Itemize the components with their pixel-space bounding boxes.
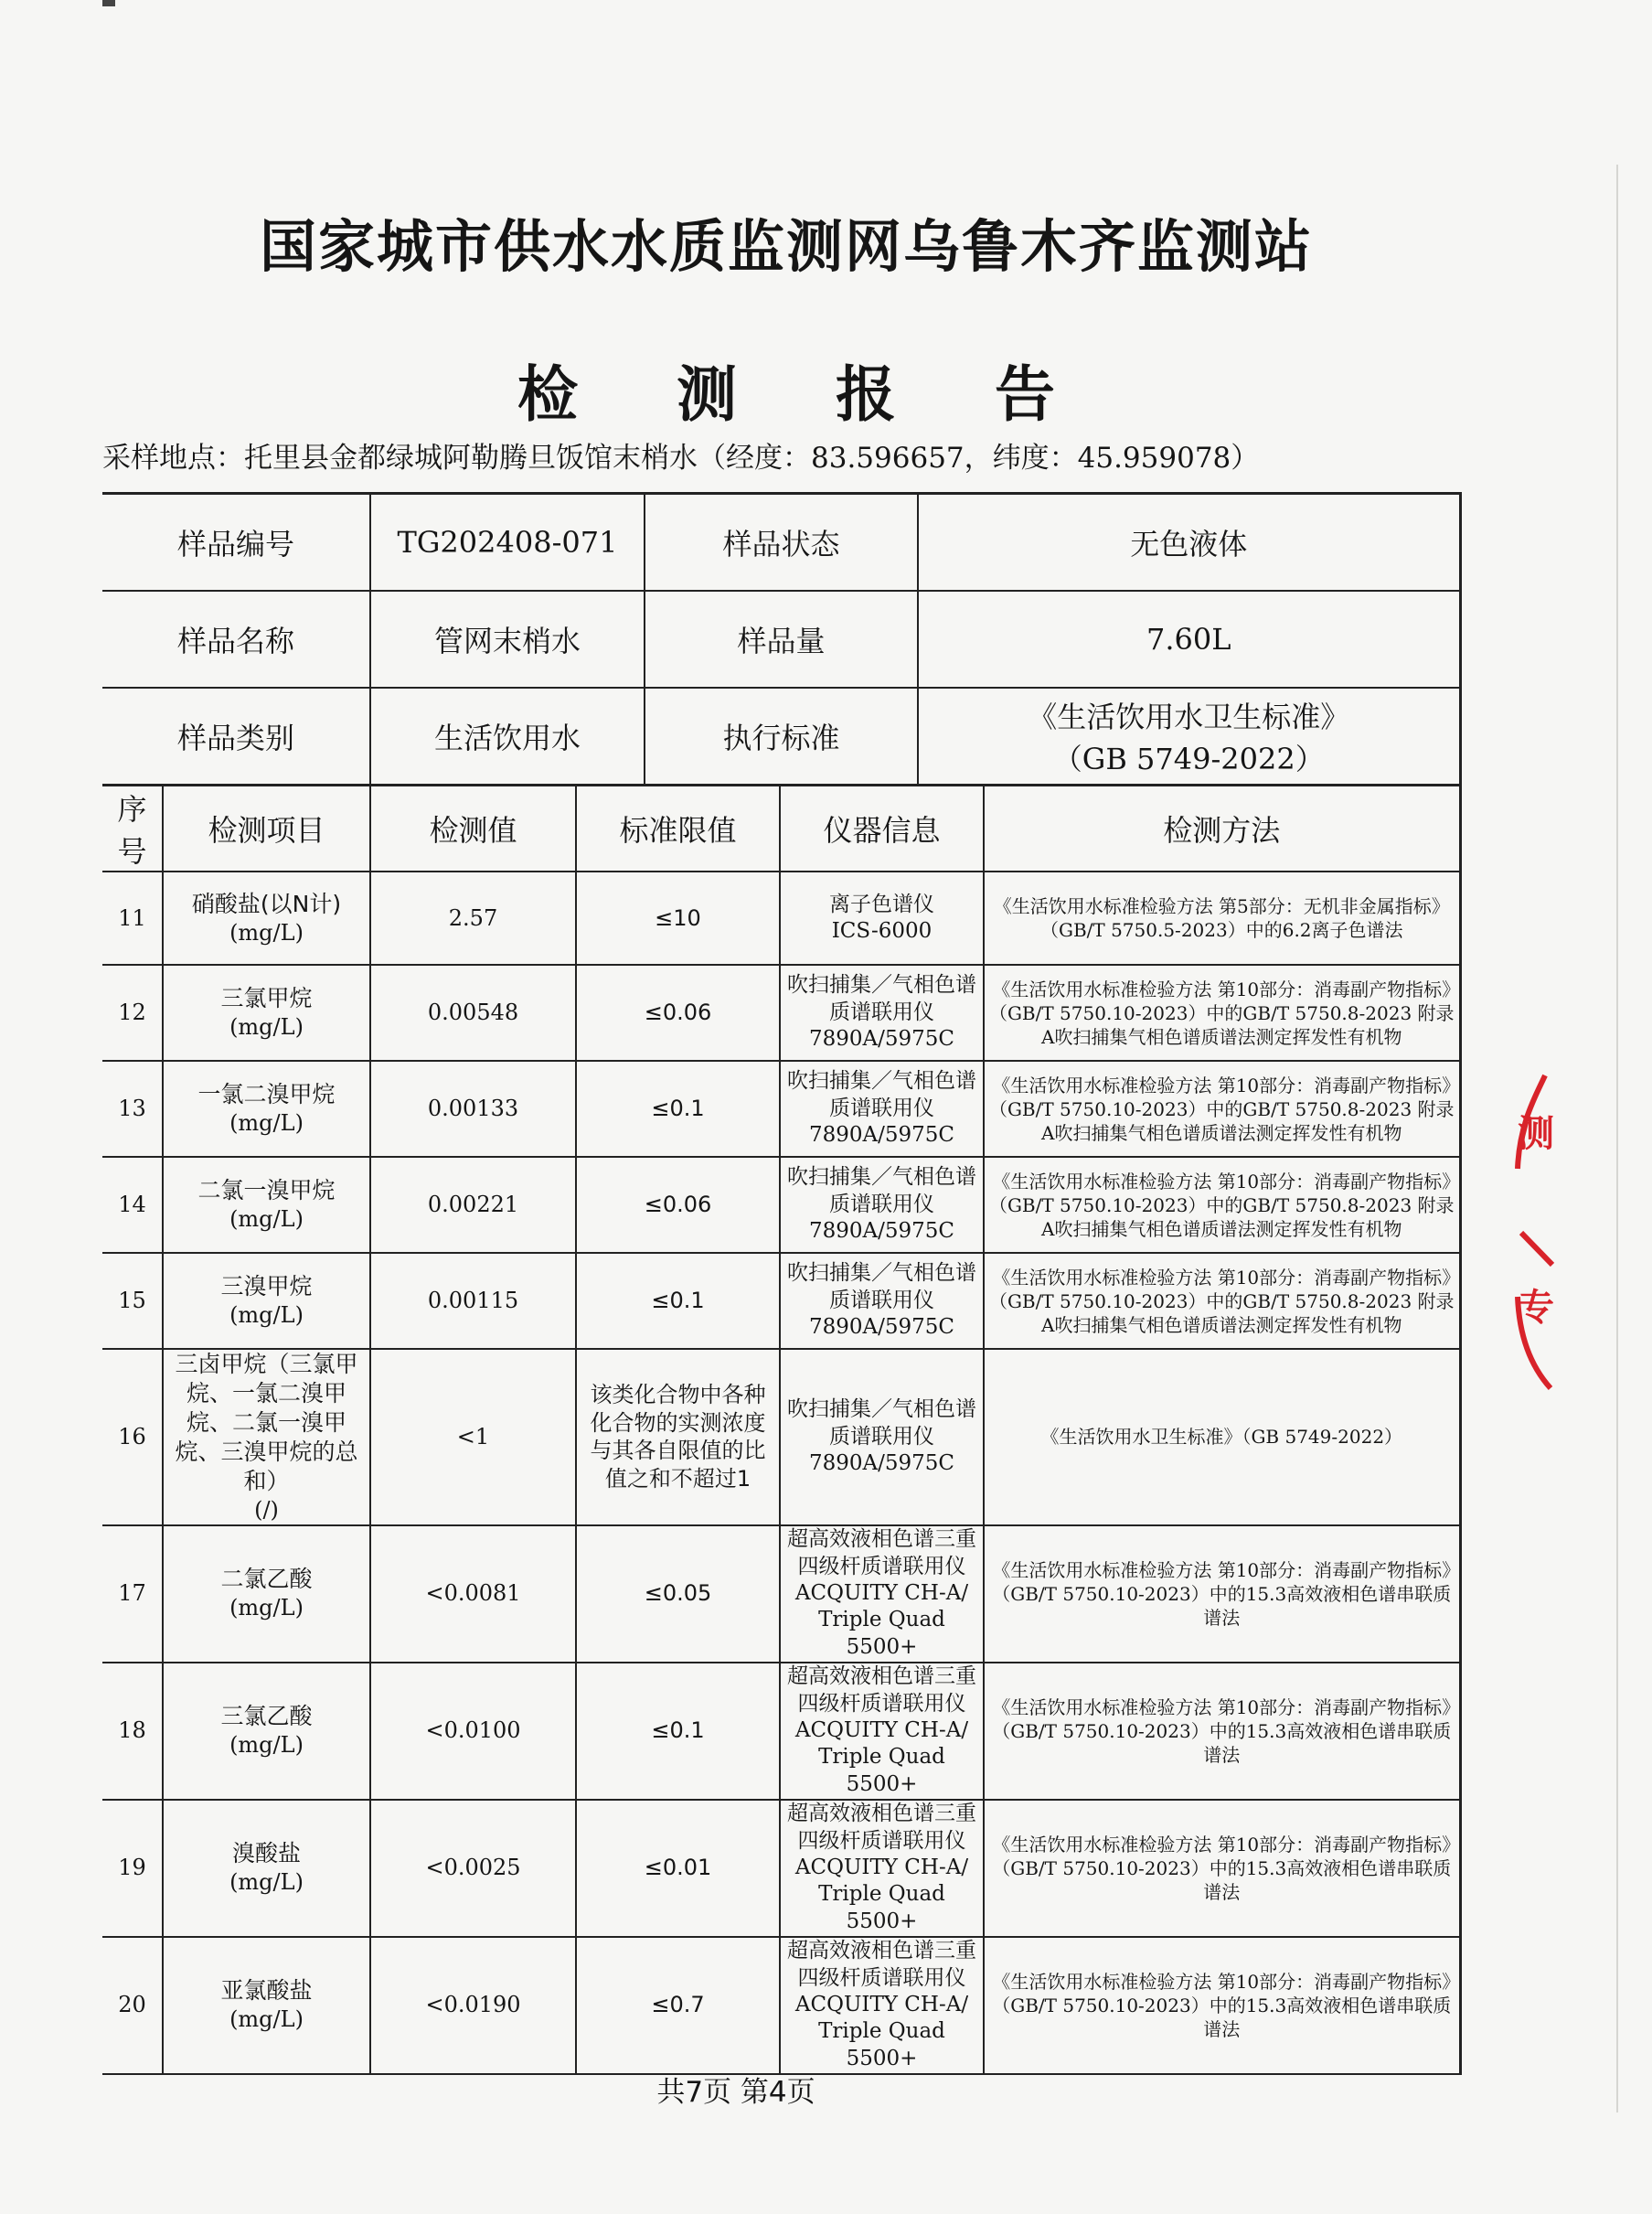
row-number: 17 bbox=[102, 1525, 163, 1663]
test-item bbox=[163, 1663, 370, 1800]
test-method: 《生活饮用水标准检验方法 第10部分：消毒副产物指标》（GB/T 5750.10-2023）中的15.3高效液相色谱串联质谱法 bbox=[984, 1800, 1460, 1937]
test-item bbox=[163, 1253, 370, 1349]
col-header-item: 检测项目 bbox=[163, 786, 370, 872]
instrument-info: 离子色谱仪 ICS-6000 bbox=[780, 872, 984, 965]
test-item-unit: (mg/L) bbox=[229, 2006, 304, 2033]
test-value: <0.0025 bbox=[370, 1800, 576, 1937]
sample-category-value: 生活饮用水 bbox=[370, 688, 645, 785]
sample-state-value: 无色液体 bbox=[918, 494, 1460, 592]
instrument-info: 吹扫捕集／气相色谱质谱联用仪 7890A/5975C bbox=[780, 1349, 984, 1525]
instrument-info: 吹扫捕集／气相色谱质谱联用仪 7890A/5975C bbox=[780, 1157, 984, 1253]
test-value: <0.0100 bbox=[370, 1663, 576, 1800]
sampling-location-value: 托里县金都绿城阿勒腾旦饭馆末梢水（经度：83.596657，纬度：45.959078） bbox=[244, 442, 1260, 475]
sample-name-label: 样品名称 bbox=[102, 591, 370, 688]
sample-category-label: 样品类别 bbox=[102, 688, 370, 785]
standard-limit: ≤0.1 bbox=[576, 1061, 780, 1157]
test-item-name: 硝酸盐(以N计) bbox=[191, 890, 342, 917]
standard-limit: ≤0.01 bbox=[576, 1800, 780, 1937]
result-row bbox=[102, 1663, 1460, 1800]
test-item-unit: (mg/L) bbox=[229, 919, 304, 946]
test-item-unit: (mg/L) bbox=[229, 1869, 304, 1896]
col-header-instrument: 仪器信息 bbox=[780, 786, 984, 872]
test-value: 0.00548 bbox=[370, 965, 576, 1061]
test-item-name: 三卤甲烷（三氯甲烷、一氯二溴甲烷、二氯一溴甲烷、三溴甲烷的总和） bbox=[175, 1351, 358, 1494]
result-row bbox=[102, 1157, 1460, 1253]
instrument-info: 超高效液相色谱三重四级杆质谱联用仪 ACQUITY CH-A/ Triple Quad 5500+ bbox=[780, 1525, 984, 1663]
test-item-unit: (mg/L) bbox=[229, 1110, 304, 1137]
instrument-info: 吹扫捕集／气相色谱质谱联用仪 7890A/5975C bbox=[780, 1061, 984, 1157]
result-row bbox=[102, 1525, 1460, 1663]
organization-name: 国家城市供水水质监测网乌鲁木齐监测站 bbox=[259, 213, 1313, 280]
seal-char-2: 专 bbox=[1518, 1287, 1554, 1329]
instrument-info: 吹扫捕集／气相色谱质谱联用仪 7890A/5975C bbox=[780, 1253, 984, 1349]
sample-quantity-value: 7.60L bbox=[918, 591, 1460, 688]
standard-value bbox=[918, 688, 1460, 785]
row-number: 15 bbox=[102, 1253, 163, 1349]
test-value: 0.00115 bbox=[370, 1253, 576, 1349]
test-item bbox=[163, 1525, 370, 1663]
row-number: 16 bbox=[102, 1349, 163, 1525]
instrument-info: 超高效液相色谱三重四级杆质谱联用仪 ACQUITY CH-A/ Triple Quad 5500+ bbox=[780, 1937, 984, 2074]
test-item-name: 三氯甲烷 bbox=[220, 985, 313, 1012]
result-row bbox=[102, 1937, 1460, 2074]
sample-state-label: 样品状态 bbox=[645, 494, 918, 592]
standard-limit: ≤0.1 bbox=[576, 1253, 780, 1349]
standard-code: （GB 5749-2022） bbox=[1052, 742, 1325, 776]
standard-limit: ≤0.1 bbox=[576, 1663, 780, 1800]
test-method: 《生活饮用水标准检验方法 第10部分：消毒副产物指标》（GB/T 5750.10-2023）中的GB/T 5750.8-2023 附录A吹扫捕集气相色谱质谱法测定挥发性有机物 bbox=[984, 1061, 1460, 1157]
row-number: 12 bbox=[102, 965, 163, 1061]
test-method: 《生活饮用水标准检验方法 第10部分：消毒副产物指标》（GB/T 5750.10-2023）中的15.3高效液相色谱串联质谱法 bbox=[984, 1525, 1460, 1663]
test-item-unit: (mg/L) bbox=[229, 1302, 304, 1329]
result-row bbox=[102, 1800, 1460, 1937]
page-fold-shadow bbox=[1616, 165, 1618, 2112]
standard-limit: ≤0.06 bbox=[576, 1157, 780, 1253]
standard-limit: 该类化合物中各种化合物的实测浓度与其各自限值的比值之和不超过1 bbox=[576, 1349, 780, 1525]
result-row bbox=[102, 1253, 1460, 1349]
info-row bbox=[102, 688, 1460, 785]
sample-no-value: TG202408-071 bbox=[370, 494, 645, 592]
test-method: 《生活饮用水标准检验方法 第5部分：无机非金属指标》（GB/T 5750.5-2023）中的6.2离子色谱法 bbox=[984, 872, 1460, 965]
test-item-name: 三氯乙酸 bbox=[220, 1703, 313, 1730]
test-method: 《生活饮用水标准检验方法 第10部分：消毒副产物指标》（GB/T 5750.10-2023）中的15.3高效液相色谱串联质谱法 bbox=[984, 1663, 1460, 1800]
test-item-name: 一氯二溴甲烷 bbox=[197, 1081, 336, 1108]
test-item-unit: (mg/L) bbox=[229, 1732, 304, 1759]
test-item-unit: (/) bbox=[254, 1497, 279, 1523]
standard-limit: ≤0.05 bbox=[576, 1525, 780, 1663]
test-method: 《生活饮用水卫生标准》（GB 5749-2022） bbox=[984, 1349, 1460, 1525]
test-item bbox=[163, 1157, 370, 1253]
test-method: 《生活饮用水标准检验方法 第10部分：消毒副产物指标》（GB/T 5750.10-2023）中的GB/T 5750.8-2023 附录A吹扫捕集气相色谱质谱法测定挥发性有机物 bbox=[984, 965, 1460, 1061]
standard-limit: ≤0.06 bbox=[576, 965, 780, 1061]
sample-info-table bbox=[102, 492, 1462, 786]
seal-char-1: 测 bbox=[1518, 1113, 1554, 1155]
test-item-name: 亚氯酸盐 bbox=[220, 1977, 313, 2005]
test-value: 0.00221 bbox=[370, 1157, 576, 1253]
instrument-info: 超高效液相色谱三重四级杆质谱联用仪 ACQUITY CH-A/ Triple Quad 5500+ bbox=[780, 1663, 984, 1800]
test-method: 《生活饮用水标准检验方法 第10部分：消毒副产物指标》（GB/T 5750.10-2023）中的GB/T 5750.8-2023 附录A吹扫捕集气相色谱质谱法测定挥发性有机物 bbox=[984, 1253, 1460, 1349]
standard-label: 执行标准 bbox=[645, 688, 918, 785]
test-item bbox=[163, 1061, 370, 1157]
test-method: 《生活饮用水标准检验方法 第10部分：消毒副产物指标》（GB/T 5750.10-2023）中的GB/T 5750.8-2023 附录A吹扫捕集气相色谱质谱法测定挥发性有机物 bbox=[984, 1157, 1460, 1253]
sampling-location-line bbox=[102, 434, 1259, 476]
test-item-unit: (mg/L) bbox=[229, 1595, 304, 1621]
standard-limit: ≤0.7 bbox=[576, 1937, 780, 2074]
test-item-name: 溴酸盐 bbox=[231, 1840, 301, 1867]
row-number: 18 bbox=[102, 1663, 163, 1800]
row-number: 13 bbox=[102, 1061, 163, 1157]
row-number: 19 bbox=[102, 1800, 163, 1937]
col-header-method: 检测方法 bbox=[984, 786, 1460, 872]
result-row bbox=[102, 1061, 1460, 1157]
instrument-info: 超高效液相色谱三重四级杆质谱联用仪 ACQUITY CH-A/ Triple Quad 5500+ bbox=[780, 1800, 984, 1937]
test-item-name: 二氯一溴甲烷 bbox=[197, 1177, 336, 1204]
info-row bbox=[102, 591, 1460, 688]
result-row bbox=[102, 965, 1460, 1061]
test-value: 0.00133 bbox=[370, 1061, 576, 1157]
sample-name-value: 管网末梢水 bbox=[370, 591, 645, 688]
test-value: <0.0081 bbox=[370, 1525, 576, 1663]
test-method: 《生活饮用水标准检验方法 第10部分：消毒副产物指标》（GB/T 5750.10-2023）中的15.3高效液相色谱串联质谱法 bbox=[984, 1937, 1460, 2074]
scan-corner-mark bbox=[102, 0, 115, 6]
report-title: 检测报告 bbox=[517, 359, 1154, 430]
test-item bbox=[163, 872, 370, 965]
results-table bbox=[102, 785, 1462, 2075]
test-item-name: 二氯乙酸 bbox=[220, 1566, 313, 1593]
page-number: 共7页 第4页 bbox=[656, 2076, 815, 2109]
sampling-location-label: 采样地点： bbox=[102, 442, 244, 475]
standard-limit: ≤10 bbox=[576, 872, 780, 965]
result-row bbox=[102, 872, 1460, 965]
row-number: 20 bbox=[102, 1937, 163, 2074]
col-header-value: 检测值 bbox=[370, 786, 576, 872]
instrument-info: 吹扫捕集／气相色谱质谱联用仪 7890A/5975C bbox=[780, 965, 984, 1061]
results-header-row bbox=[102, 786, 1460, 872]
sample-no-label: 样品编号 bbox=[102, 494, 370, 592]
test-item bbox=[163, 1800, 370, 1937]
result-row bbox=[102, 1349, 1460, 1525]
test-item-unit: (mg/L) bbox=[229, 1014, 304, 1041]
test-item bbox=[163, 1349, 370, 1525]
test-value: 2.57 bbox=[370, 872, 576, 965]
row-number: 11 bbox=[102, 872, 163, 965]
col-header-no: 序号 bbox=[102, 786, 163, 872]
info-row bbox=[102, 494, 1460, 592]
red-seal-fragment bbox=[1508, 1068, 1561, 1393]
row-number: 14 bbox=[102, 1157, 163, 1253]
test-value: <1 bbox=[370, 1349, 576, 1525]
test-value: <0.0190 bbox=[370, 1937, 576, 2074]
sample-quantity-label: 样品量 bbox=[645, 591, 918, 688]
test-item-unit: (mg/L) bbox=[229, 1206, 304, 1233]
test-item bbox=[163, 965, 370, 1061]
standard-name: 《生活饮用水卫生标准》 bbox=[1028, 700, 1350, 734]
test-item-name: 三溴甲烷 bbox=[220, 1273, 313, 1300]
test-item bbox=[163, 1937, 370, 2074]
col-header-limit: 标准限值 bbox=[576, 786, 780, 872]
